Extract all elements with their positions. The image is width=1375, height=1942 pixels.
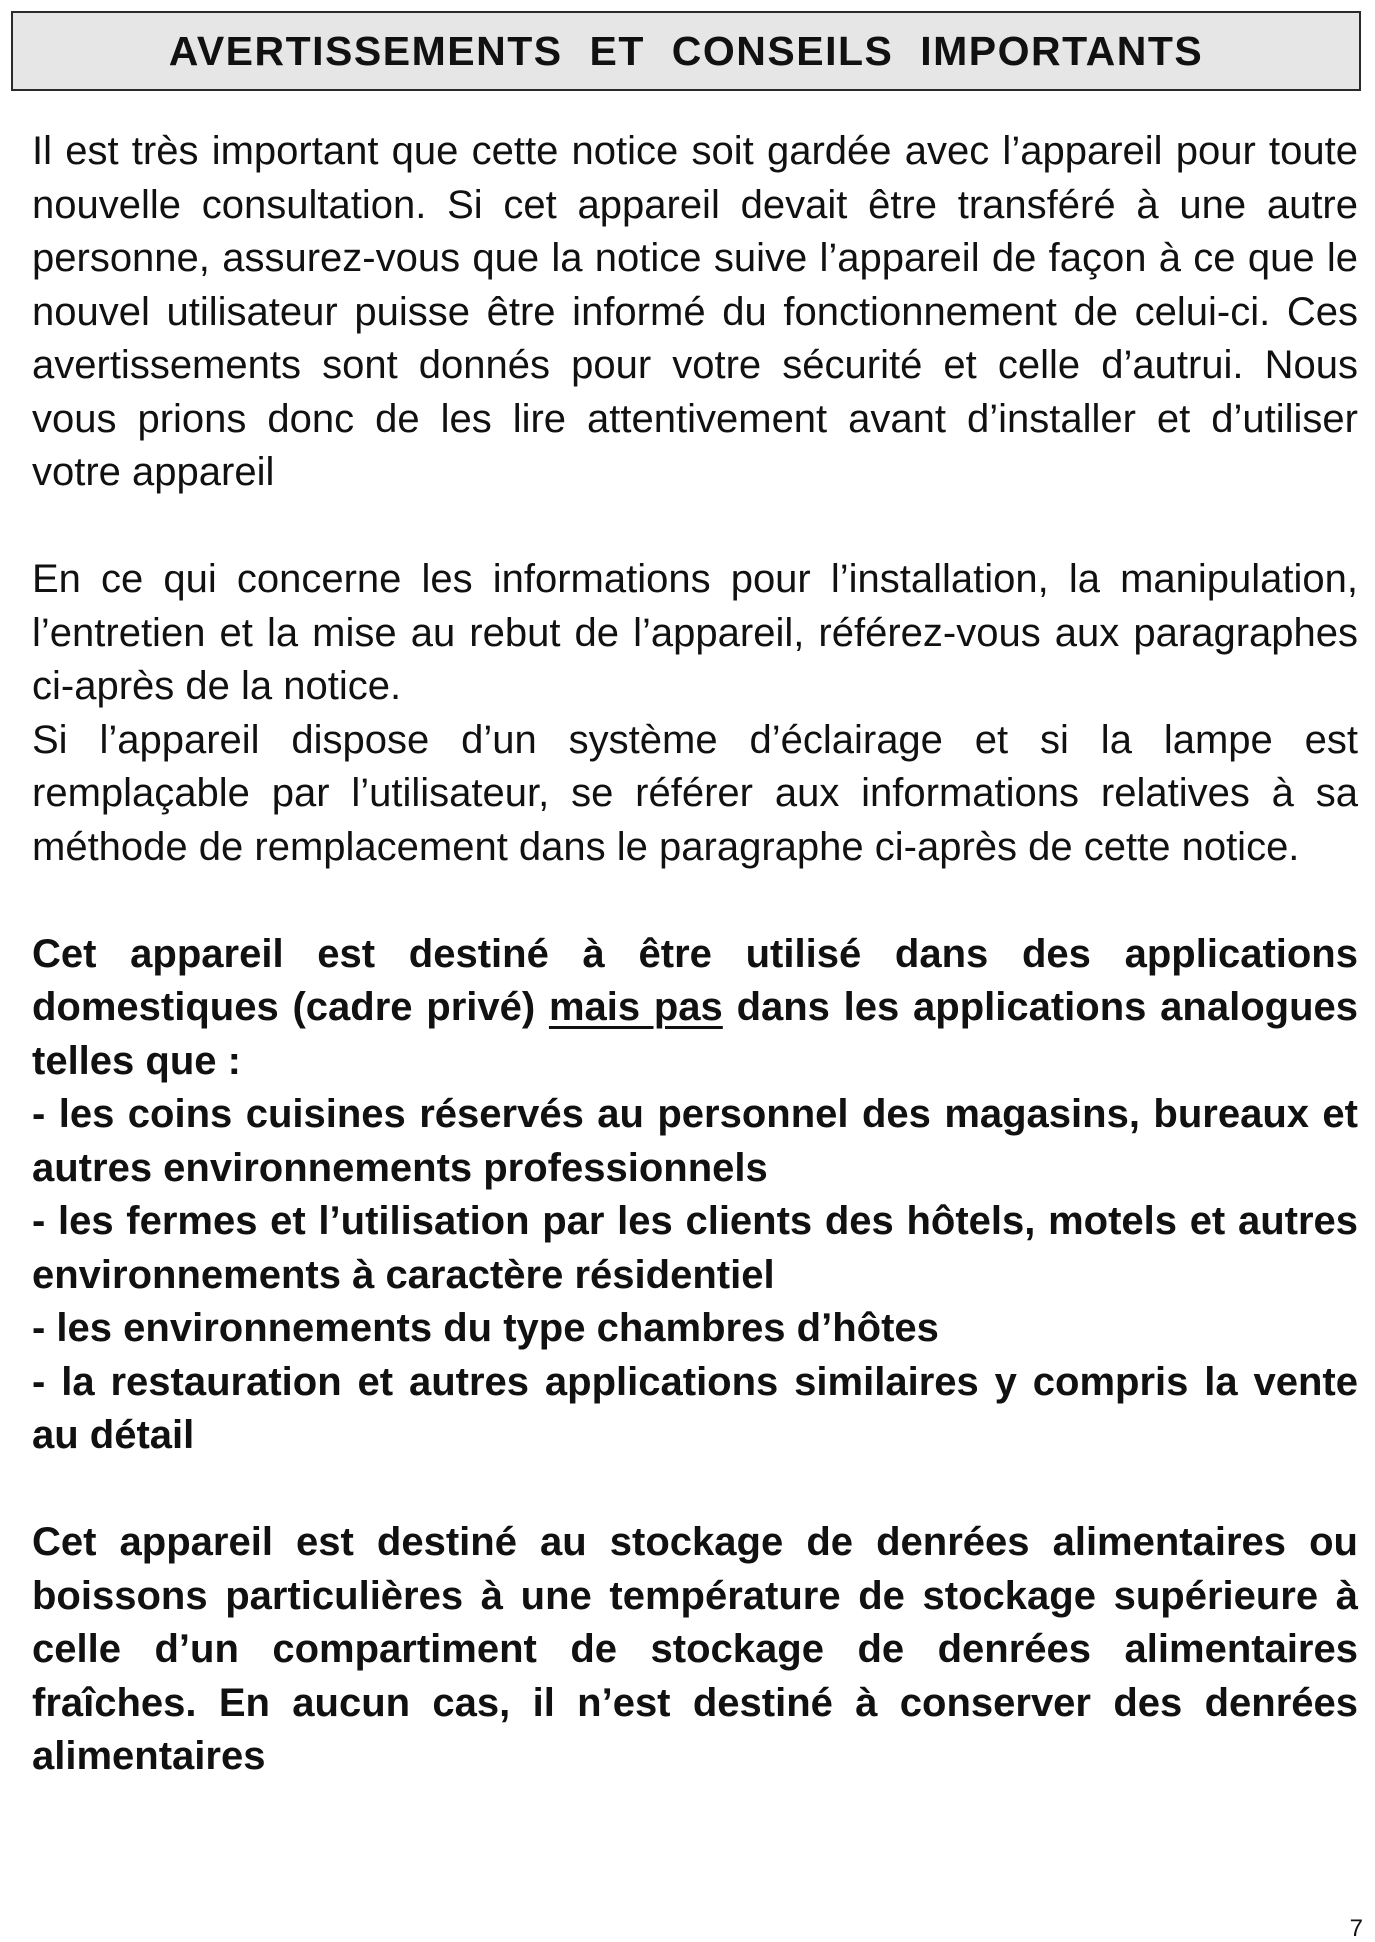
- paragraph-lamp-replacement: Si l’appareil dispose d’un système d’éclairage et si la lampe est remplaçable par l’utilisateur, se référer aux informations relatives à sa méthode de remplacement dans le paragraphe ci-après de cette notice.: [32, 717, 1358, 869]
- usage-list-item: - les fermes et l’utilisation par les clients des hôtels, motels et autres environnements à caractère résidentiel: [32, 1199, 1358, 1297]
- title-banner: [11, 11, 1361, 91]
- storage-notice-paragraph: Cet appareil est destiné au stockage de denrées alimentaires ou boissons particulières à une température de stockage supérieure à celle d’un compartiment de stockage de denrées alimentaires fraîches. En aucun cas, il n’est destiné à conserver des denrées alimentaires: [32, 1520, 1358, 1778]
- paragraph-installation-info: En ce qui concerne les informations pour l’installation, la manipulation, l’entretien et la mise au rebut de l’appareil, référez-vous aux paragraphes ci-après de la notice.: [32, 557, 1358, 708]
- usage-list-item: - les environnements du type chambres d’hôtes: [32, 1306, 939, 1350]
- document-body: [32, 125, 1358, 1784]
- paragraph-spacer: [32, 500, 1358, 554]
- usage-intro-text: Cet appareil est destiné à être utilisé dans des applications domestiques (cadre privé): [32, 931, 1358, 1029]
- usage-emphasis-text: mais pas: [548, 985, 723, 1029]
- paragraph-spacer: [32, 1463, 1358, 1517]
- paragraph-spacer: [32, 874, 1358, 928]
- page-title: AVERTISSEMENTS ET CONSEILS IMPORTANTS: [168, 27, 1204, 74]
- page-number: 7: [1349, 1915, 1363, 1942]
- usage-list-item: - les coins cuisines réservés au personnel des magasins, bureaux et autres environnements professionnels: [32, 1092, 1358, 1190]
- paragraph-notice-keeping: Il est très important que cette notice soit gardée avec l’appareil pour toute nouvelle consultation. Si cet appareil devait être transféré à une autre personne, assurez-vous que la notice suive l’appareil de façon à ce que le nouvel utilisateur puisse être informé du fonctionnement de celui-ci. Ces avertissements sont donnés pour votre sécurité et celle d’autrui. Nous vous prions donc de les lire attentivement avant d’installer et d’utiliser votre appareil: [32, 129, 1358, 494]
- usage-intro-continuation: dans les applications analogues telles que :: [32, 985, 1358, 1083]
- usage-list-item: - la restauration et autres applications similaires y compris la vente au détail: [32, 1359, 1358, 1457]
- usage-intro-paragraph: [32, 928, 1358, 1089]
